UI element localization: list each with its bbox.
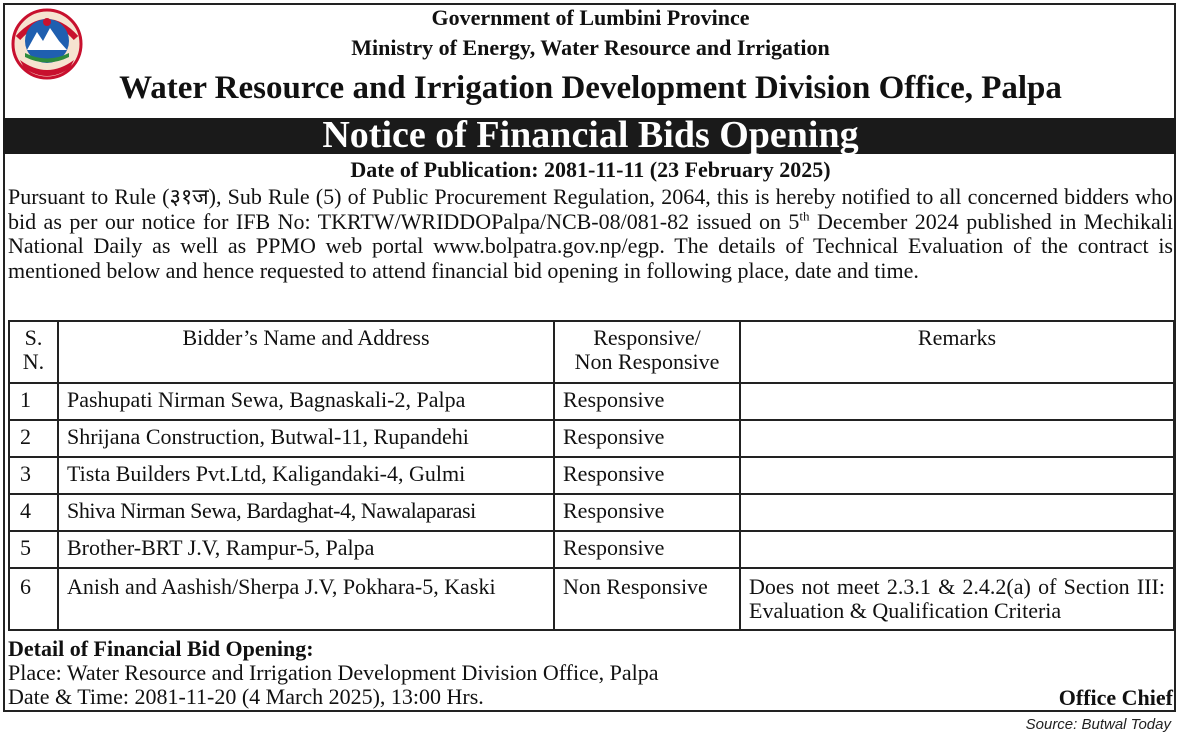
header-bidder: Bidder’s Name and Address [58, 321, 554, 383]
row-sn: 2 [9, 420, 58, 457]
header-resp-line1: Responsive/ [593, 325, 701, 350]
ministry-title: Ministry of Energy, Water Resource and Irrigation [351, 35, 830, 60]
row-status: Responsive [554, 420, 740, 457]
row-bidder: Shrijana Construction, Butwal-11, Rupandehi [58, 420, 554, 457]
row-remarks [740, 383, 1174, 420]
detail-datetime: Date & Time: 2081-11-20 (4 March 2025), 13:00 Hrs. [8, 684, 484, 709]
row-status: Responsive [554, 531, 740, 568]
row-sn: 1 [9, 383, 58, 420]
header-responsive [554, 321, 740, 383]
row-remarks: Does not meet 2.3.1 & 2.4.2(a) of Section III: Evaluation & Qualification Criteria [740, 568, 1174, 630]
row-status: Responsive [554, 494, 740, 531]
office-chief-signature: Office Chief [1058, 685, 1173, 710]
row-bidder: Pashupati Nirman Sewa, Bagnaskali-2, Palpa [58, 383, 554, 420]
paragraph-part2: December 2024 published in Mechikali National Daily as well as PPMO web portal www.bolpatra.gov.np/egp. The details of Technical Evaluation of the contract is mentioned below and hence requested to attend financial bid opening in following place, date and time. [8, 208, 1173, 283]
row-bidder: Shiva Nirman Sewa, Bardaghat-4, Nawalaparasi [58, 494, 554, 531]
notice-paragraph [8, 185, 1173, 283]
detail-heading: Detail of Financial Bid Opening: [8, 636, 314, 661]
header-resp-line2: Non Responsive [574, 349, 720, 374]
row-sn: 5 [9, 531, 58, 568]
header-remarks: Remarks [740, 321, 1174, 383]
row-sn: 6 [9, 568, 58, 630]
government-title: Government of Lumbini Province [431, 5, 750, 30]
row-bidder: Anish and Aashish/Sherpa J.V, Pokhara-5, Kaski [58, 568, 554, 630]
detail-place: Place: Water Resource and Irrigation Development Division Office, Palpa [8, 660, 659, 685]
table-row [9, 494, 1174, 531]
table-row [9, 568, 1174, 630]
row-status: Responsive [554, 457, 740, 494]
table-row [9, 383, 1174, 420]
header-sn [9, 321, 58, 383]
row-remarks [740, 457, 1174, 494]
row-status: Responsive [554, 383, 740, 420]
paragraph-part1: Pursuant to Rule (३१ज), Sub Rule (5) of Public Procurement Regulation, 2064, this is hereby notified to all concerned bidders who bid as per our notice for IFB No: TKRTW/WRIDDOPalpa/NCB-08/081-82 issued on 5 [8, 184, 1173, 234]
header-sn-line1: S. [24, 325, 43, 350]
paragraph-superscript: th [799, 208, 810, 224]
table-header-row [9, 321, 1174, 383]
row-bidder: Brother-BRT J.V, Rampur-5, Palpa [58, 531, 554, 568]
row-sn: 4 [9, 494, 58, 531]
table-row [9, 531, 1174, 568]
table-row [9, 420, 1174, 457]
row-sn: 3 [9, 457, 58, 494]
row-status: Non Responsive [554, 568, 740, 630]
source-credit: Source: Butwal Today [1025, 716, 1171, 733]
publication-date: Date of Publication: 2081-11-11 (23 February 2025) [350, 157, 831, 182]
bidders-table [8, 320, 1175, 631]
table-row [9, 457, 1174, 494]
row-remarks [740, 531, 1174, 568]
row-remarks [740, 494, 1174, 531]
office-title: Water Resource and Irrigation Development Division Office, Palpa [119, 70, 1062, 106]
header-sn-line2: N. [22, 349, 45, 374]
notice-title: Notice of Financial Bids Opening [322, 114, 859, 156]
row-bidder: Tista Builders Pvt.Ltd, Kaligandaki-4, Gulmi [58, 457, 554, 494]
row-remarks [740, 420, 1174, 457]
bid-opening-detail [8, 637, 1008, 709]
